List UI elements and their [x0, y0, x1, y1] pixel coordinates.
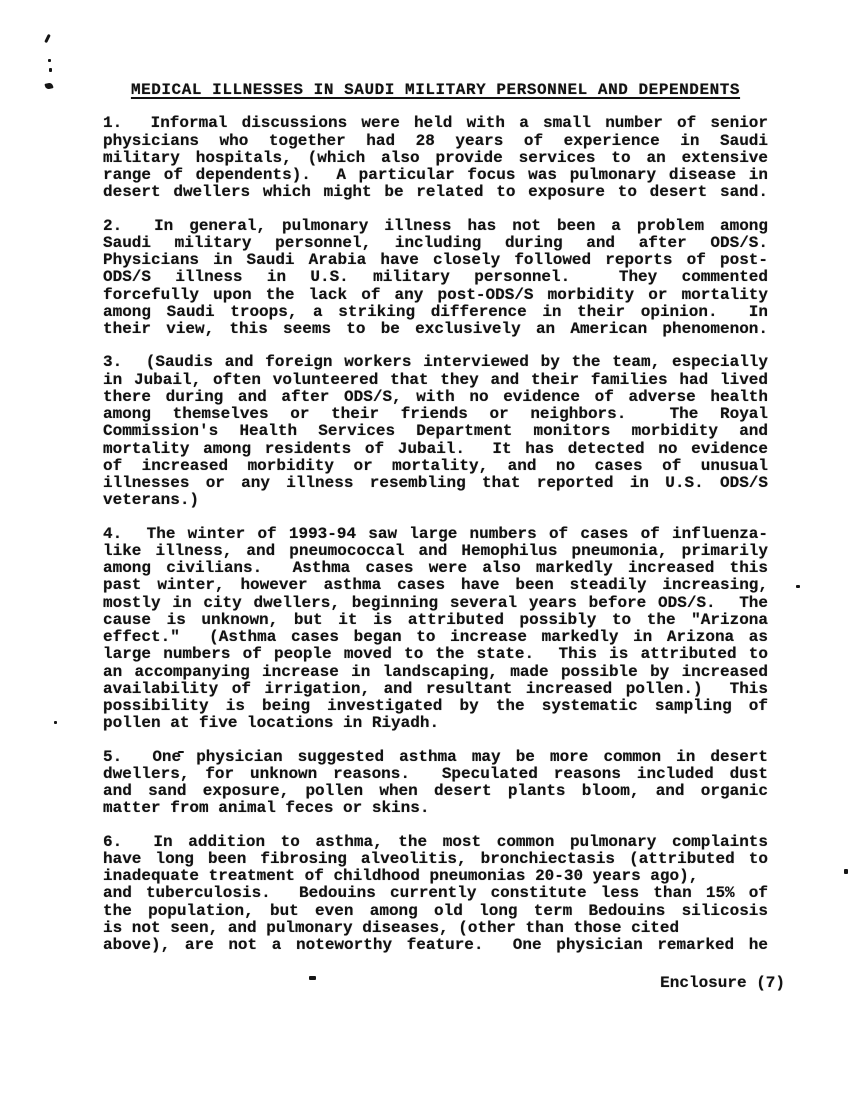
doc-line: among civilians. Asthma cases were also markedly increased this: [103, 559, 768, 577]
doc-line: among themselves or their friends or neighbors. The Royal: [103, 405, 768, 423]
doc-line: dwellers, for unknown reasons. Speculated reasons included dust: [103, 764, 768, 783]
doc-line: of increased morbidity or mortality, and no cases of unusual: [103, 456, 768, 475]
doc-line: military hospitals, (which also provide services to an extensive: [103, 148, 768, 167]
doc-line: range of dependents). A particular focus was pulmonary disease in: [103, 166, 768, 184]
doc-line: have long been fibrosing alveolitis, bronchiectasis (attributed to: [103, 849, 768, 868]
doc-line: illnesses or any illness resembling that reported in U.S. ODS/S: [103, 474, 768, 492]
doc-line: physicians who together had 28 years of experience in Saudi: [103, 131, 768, 150]
paragraph: [103, 749, 768, 818]
doc-line: there during and after ODS/S, with no evidence of adverse health: [103, 387, 768, 406]
doc-line: an accompanying increase in landscaping, made possible by increased: [103, 662, 768, 681]
paragraph: [103, 354, 768, 509]
doc-line: forcefully upon the lack of any post-ODS/S morbidity or mortality: [103, 285, 768, 304]
paragraph: [103, 526, 768, 733]
scan-artifact: [44, 82, 53, 90]
paragraph: [103, 115, 768, 201]
doc-line: and sand exposure, pollen when desert plants bloom, and organic: [103, 782, 768, 800]
scan-artifact: [44, 34, 51, 43]
doc-line: 5. One physician suggested asthma may be more common in desert: [103, 747, 768, 766]
doc-line: among Saudi troops, a striking difference in their opinion. In: [103, 302, 768, 321]
document-title: MEDICAL ILLNESSES IN SAUDI MILITARY PERSONNEL AND DEPENDENTS: [130, 81, 741, 99]
doc-line: 1. Informal discussions were held with a small number of senior: [103, 114, 768, 133]
doc-line: 2. In general, pulmonary illness has not been a problem among: [103, 216, 768, 235]
scan-artifact: [309, 976, 316, 980]
doc-line: the population, but even among old long term Bedouins silicosis: [103, 901, 768, 920]
doc-line: mostly in city dwellers, beginning several years before ODS/S. The: [103, 593, 768, 612]
doc-line: above), are not a noteworthy feature. One physician remarked he: [103, 936, 768, 954]
doc-line: Saudi military personnel, including during and after ODS/S.: [103, 233, 768, 252]
doc-line: past winter, however asthma cases have been steadily increasing,: [103, 576, 768, 595]
doc-line: Commission's Health Services Department monitors morbidity and: [103, 422, 768, 441]
doc-line: 3. (Saudis and foreign workers interviewed by the team, especially: [103, 353, 768, 372]
document-body: [103, 115, 768, 954]
doc-line: like illness, and pneumococcal and Hemophilus pneumonia, primarily: [103, 541, 768, 560]
scan-artifact: [54, 721, 57, 724]
paragraph: [103, 218, 768, 339]
scan-artifact: [796, 585, 800, 588]
scan-artifact: [48, 59, 51, 62]
document-text-block: [103, 82, 768, 954]
scan-artifact: [49, 68, 52, 72]
doc-line: mortality among residents of Jubail. It has detected no evidence: [103, 439, 768, 458]
doc-line: large numbers of people moved to the state. This is attributed to: [103, 645, 768, 664]
doc-line: effect." (Asthma cases began to increase markedly in Arizona as: [103, 628, 768, 646]
doc-line: 4. The winter of 1993-94 saw large numbers of cases of influenza-: [103, 524, 768, 543]
doc-line: ODS/S illness in U.S. military personnel. They commented: [103, 268, 768, 287]
doc-line: their view, this seems to be exclusively an American phenomenon.: [103, 320, 768, 338]
doc-line: in Jubail, often volunteered that they and their families had lived: [103, 370, 768, 389]
paragraph: [103, 834, 768, 955]
doc-line: 6. In addition to asthma, the most common pulmonary complaints: [103, 832, 768, 851]
doc-line: matter from animal feces or skins.: [103, 799, 430, 818]
doc-line: veterans.): [103, 491, 200, 510]
enclosure-label: Enclosure (7): [660, 974, 785, 992]
doc-line: inadequate treatment of childhood pneumonias 20-30 years ago),: [103, 867, 699, 885]
doc-line: availability of irrigation, and resultant increased pollen.) This: [103, 679, 768, 698]
scan-artifact: [844, 869, 848, 874]
doc-line: Physicians in Saudi Arabia have closely followed reports of post-: [103, 251, 768, 269]
doc-line: desert dwellers which might be related to exposure to desert sand.: [103, 183, 768, 202]
doc-line: and tuberculosis. Bedouins currently constitute less than 15% of: [103, 884, 768, 903]
doc-line: possibility is being investigated by the systematic sampling of: [103, 697, 768, 715]
doc-line: pollen at five locations in Riyadh.: [103, 714, 440, 733]
doc-line: is not seen, and pulmonary diseases, (other than those cited: [103, 918, 680, 937]
doc-line: cause is unknown, but it is attributed possibly to the "Arizona: [103, 610, 768, 629]
